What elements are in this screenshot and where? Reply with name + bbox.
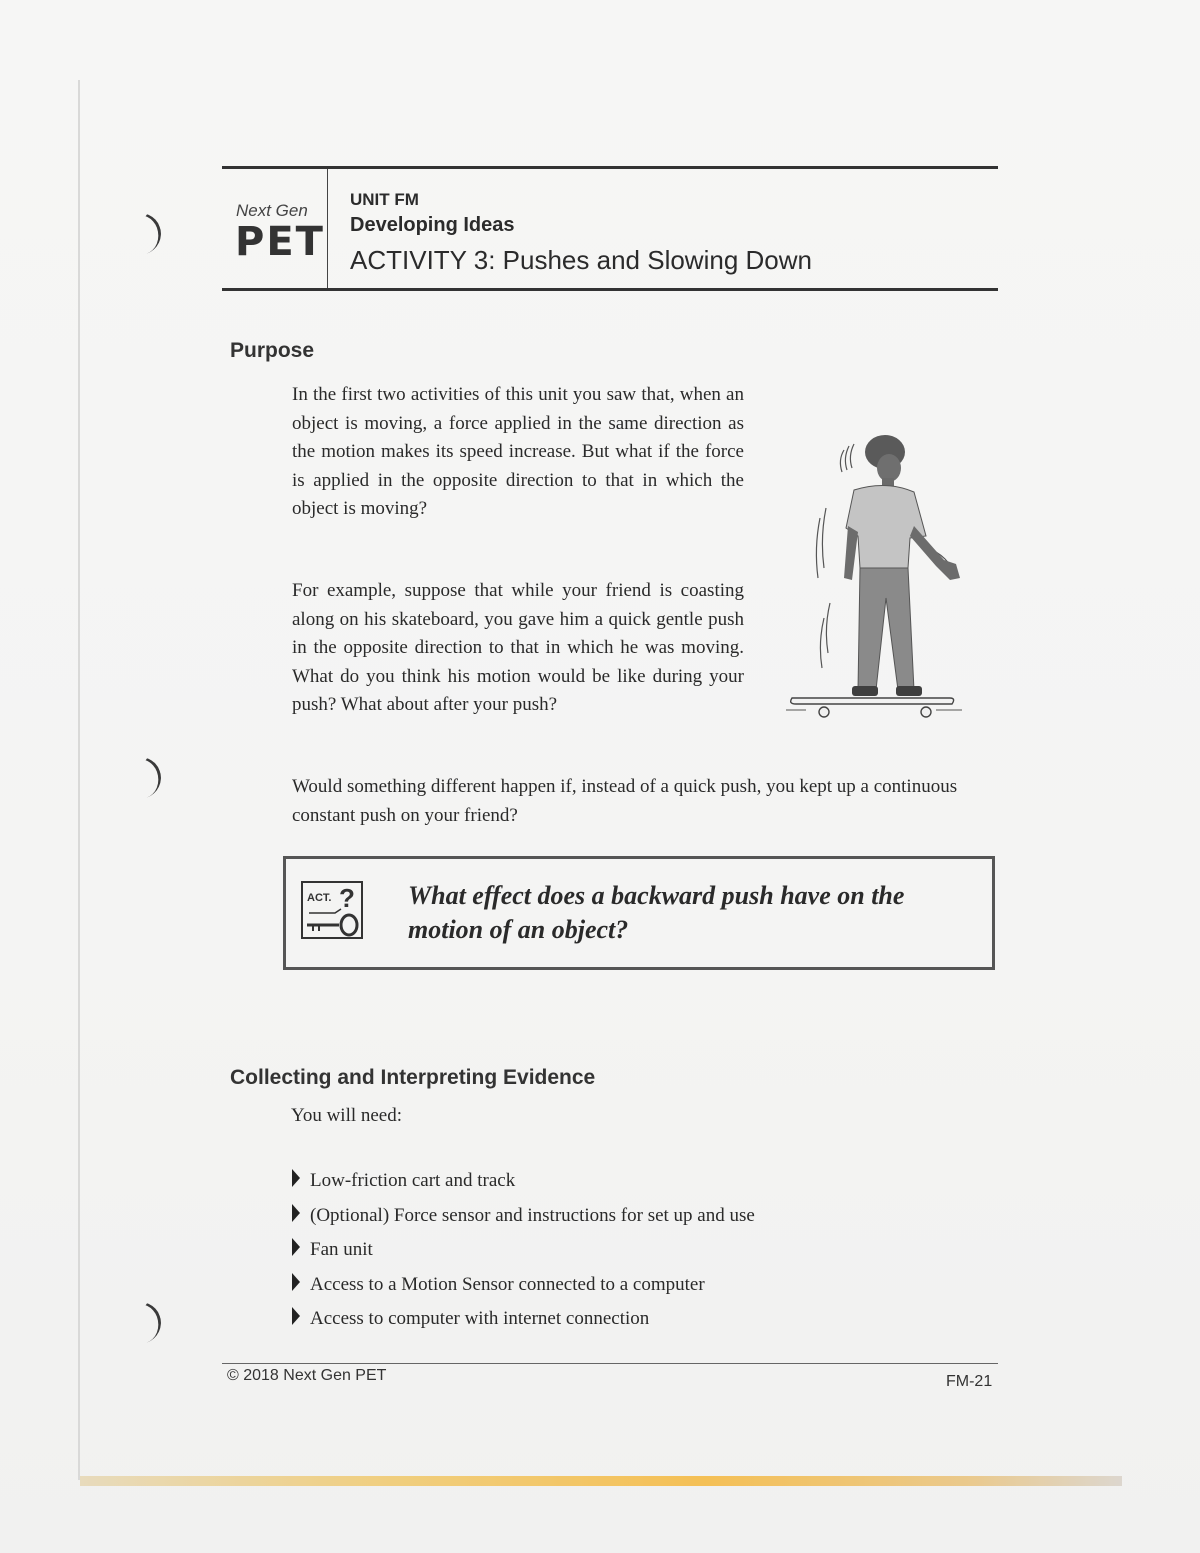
material-label: (Optional) Force sensor and instructions for set up and use bbox=[310, 1204, 755, 1226]
left-shoe bbox=[852, 686, 878, 696]
head bbox=[877, 454, 901, 482]
paper-bottom-edge bbox=[80, 1476, 1122, 1486]
evidence-heading: Collecting and Interpreting Evidence bbox=[230, 1066, 596, 1089]
material-label: Access to computer with internet connection bbox=[310, 1308, 650, 1329]
bullet-arrow-icon bbox=[292, 1273, 300, 1291]
material-label: Low-friction cart and track bbox=[310, 1170, 516, 1191]
material-label: Access to a Motion Sensor connected to a computer bbox=[310, 1273, 705, 1295]
paper-edge bbox=[78, 80, 80, 1480]
material-label: Fan unit bbox=[310, 1239, 373, 1260]
key-question-icon bbox=[301, 881, 363, 939]
purpose-heading: Purpose bbox=[230, 339, 315, 362]
skateboard-deck bbox=[791, 698, 954, 704]
binder-hole-middle bbox=[112, 751, 167, 805]
purpose-paragraph-1: In the first two activities of this unit you saw that, when an object is moving, a force applied in the same direction as the motion makes its speed increase. But what if the force is applied in the opposite direction to that in which the object is moving? bbox=[292, 384, 744, 519]
bullet-arrow-icon bbox=[292, 1169, 300, 1187]
materials-list bbox=[291, 1167, 755, 1340]
activity-title: ACTIVITY 3: Pushes and Slowing Down bbox=[350, 245, 812, 275]
header-bottom-rule bbox=[222, 288, 998, 291]
header-top-rule bbox=[222, 166, 998, 169]
key-question-text: What effect does a backward push have on the motion of an object? bbox=[408, 881, 905, 944]
list-item bbox=[291, 1236, 755, 1271]
materials-intro: You will need: bbox=[291, 1105, 403, 1126]
header-divider bbox=[327, 169, 328, 288]
binder-hole-bottom bbox=[112, 1296, 167, 1350]
brand-subtitle: Next Gen bbox=[236, 201, 308, 220]
pants bbox=[858, 568, 914, 690]
bullet-arrow-icon bbox=[292, 1238, 300, 1256]
copyright-notice: © 2018 Next Gen PET bbox=[227, 1367, 387, 1384]
brand-logo: PET bbox=[235, 219, 325, 265]
bullet-arrow-icon bbox=[292, 1307, 300, 1325]
list-item bbox=[291, 1167, 755, 1202]
key-question-box bbox=[283, 856, 995, 970]
bullet-arrow-icon bbox=[292, 1204, 300, 1222]
skateboard-wheel bbox=[921, 707, 931, 717]
section-label: Developing Ideas bbox=[350, 214, 515, 236]
list-item bbox=[291, 1271, 755, 1306]
page-number: FM-21 bbox=[946, 1373, 993, 1390]
skateboard-wheel bbox=[819, 707, 829, 717]
binder-hole-top bbox=[112, 207, 167, 261]
svg-text:?: ? bbox=[339, 883, 355, 913]
list-item bbox=[291, 1305, 755, 1340]
list-item bbox=[291, 1202, 755, 1237]
purpose-paragraph-3: Would something different happen if, instead of a quick push, you kept up a continuous constant push on your friend? bbox=[292, 776, 958, 826]
right-shoe bbox=[896, 686, 922, 696]
svg-text:ACT.: ACT. bbox=[307, 892, 332, 904]
unit-label: UNIT FM bbox=[350, 190, 419, 209]
skateboarder-illustration bbox=[786, 428, 966, 728]
purpose-paragraph-2: For example, suppose that while your friend is coasting along on his skateboard, you gave him a quick gentle push in the opposite direction to that in which he was moving. What do you think his motion would be like during your push? What about after your push? bbox=[292, 580, 744, 715]
footer-rule bbox=[222, 1363, 998, 1364]
